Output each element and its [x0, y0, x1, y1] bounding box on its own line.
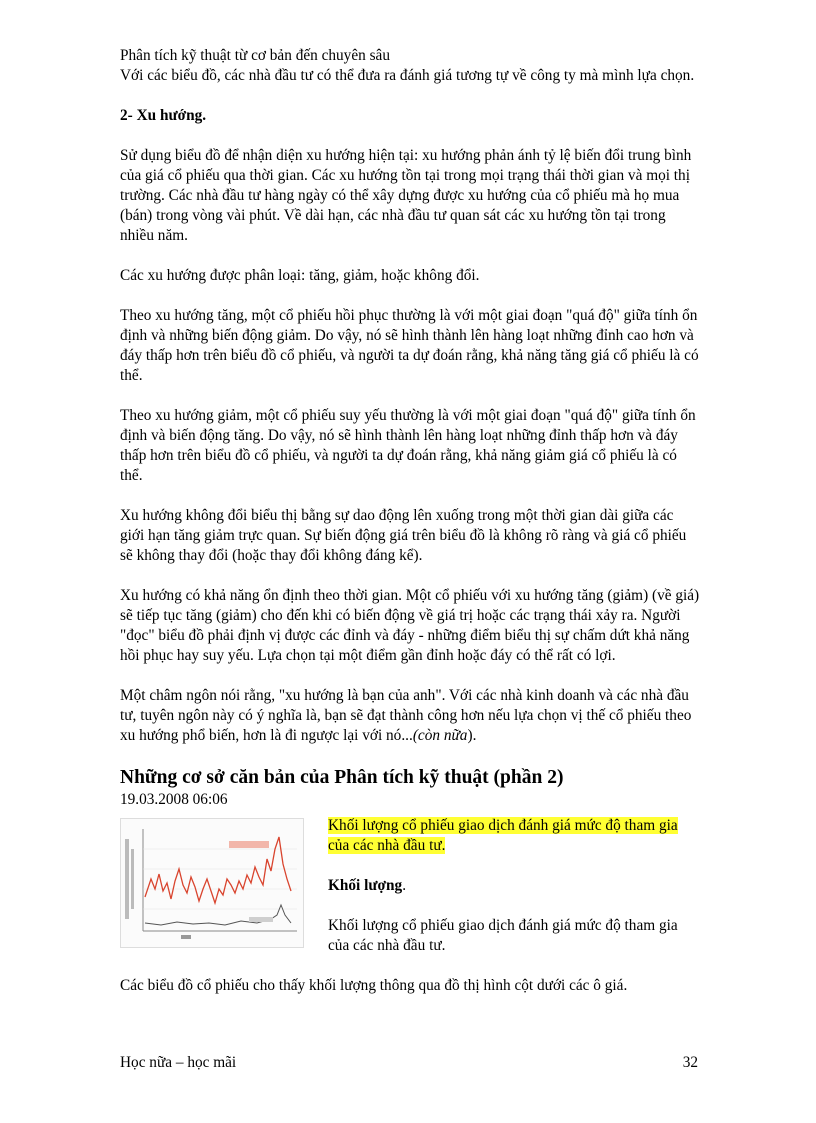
figure-caption-block: [328, 816, 700, 956]
article-figure-row: [120, 816, 700, 956]
document-page: [120, 46, 700, 1016]
paragraph: Theo xu hướng tăng, một cổ phiếu hồi phục thường là với một giai đoạn "quá độ" giữa tính ổn định và những biến động giảm. Do vậy, nó sẽ hình thành lên hàng loạt những đỉnh cao hơn và đáy thấp hơn trên biểu đồ cổ phiếu, và người ta dự đoán rằng, khả năng tăng giá cổ phiếu là có thể.: [120, 307, 699, 384]
paragraph: Theo xu hướng giảm, một cổ phiếu suy yếu thường là với một giai đoạn "quá độ" giữa tính ổn định và biến động tăng. Do vậy, nó sẽ hình thành lên hàng loạt những đỉnh thấp hơn và đáy thấp hơn trên biểu đồ cổ phiếu, và người ta dự đoán rằng, khả năng giảm giá cổ phiếu là có thể.: [120, 407, 696, 484]
more-suffix: ).: [467, 727, 477, 744]
closing-text: Một châm ngôn nói rằng, "xu hướng là bạn của anh". Với các nhà kinh doanh và các nhà đầu tư, tuyên ngôn này có ý nghĩa là, bạn sẽ đạt thành công hơn nếu lựa chọn vị thế cổ phiếu theo xu hướng phổ biến, hơn là đi ngược lại với nó...: [120, 687, 692, 744]
after-figure-text: Các biểu đồ cổ phiếu cho thấy khối lượng thông qua đồ thị hình cột dưới các ô giá.: [120, 977, 628, 994]
article-title: Những cơ sở căn bản của Phân tích kỹ thuật (phần 2): [120, 767, 564, 788]
intro-line-2: Với các biểu đồ, các nhà đầu tư có thể đưa ra đánh giá tương tự về công ty mà mình lựa chọn.: [120, 67, 695, 84]
paragraph: Các xu hướng được phân loại: tăng, giảm, hoặc không đổi.: [120, 267, 480, 284]
footer-left: Học nữa – học mãi: [120, 1054, 237, 1071]
subheading-line: [328, 876, 700, 896]
chart-thumbnail-image: [120, 818, 304, 948]
closing-paragraph: [120, 686, 700, 746]
more-link[interactable]: (còn nữa: [412, 727, 468, 744]
subheading: Khối lượng: [328, 877, 403, 894]
intro-line-1: Phân tích kỹ thuật từ cơ bản đến chuyên sâu: [120, 47, 390, 64]
article-date: 19.03.2008 06:06: [120, 791, 228, 808]
paragraph: Xu hướng không đổi biểu thị bằng sự dao động lên xuống trong một thời gian dài giữa các giới hạn tăng giảm trực quan. Sự biến động giá trên biểu đồ là không rõ ràng và giá cổ phiếu sẽ không thay đổi (hoặc thay đổi không đáng kể).: [120, 507, 687, 564]
highlight-text: Khối lượng cổ phiếu giao dịch đánh giá mức độ tham gia của các nhà đầu tư.: [328, 817, 678, 854]
section-heading: 2- Xu hướng.: [120, 107, 207, 124]
side-text: Khối lượng cổ phiếu giao dịch đánh giá mức độ tham gia của các nhà đầu tư.: [328, 917, 678, 954]
page-number: 32: [682, 1054, 698, 1071]
page-footer: [120, 1053, 698, 1073]
paragraph: Xu hướng có khả năng ổn định theo thời gian. Một cổ phiếu với xu hướng tăng (giảm) (về giá) sẽ tiếp tục tăng (giảm) cho đến khi có biến động về giá trị hoặc các trạng thái xảy ra. Người "đọc" biểu đồ phải định vị được các đỉnh và đáy - những điểm biểu thị sự chấm dứt khả năng hồi phục hay suy yếu. Lựa chọn tại một điểm gần đỉnh hoặc đáy có thể rất có lợi.: [120, 587, 700, 664]
paragraph: Sử dụng biểu đồ để nhận diện xu hướng hiện tại: xu hướng phản ánh tỷ lệ biến đổi trung bình của giá cổ phiếu qua thời gian. Các xu hướng tồn tại trong mọi trạng thái thời gian và mọi thị trường. Các nhà đầu tư hàng ngày có thể xây dựng được xu hướng của cổ phiếu mà họ mua (bán) trong vòng vài phút. Về dài hạn, các nhà đầu tư quan sát các xu hướng tồn tại trong nhiều năm.: [120, 147, 692, 244]
stock-chart-icon: [121, 819, 303, 947]
highlighted-summary: [328, 816, 700, 856]
subheading-suffix: .: [402, 877, 407, 894]
